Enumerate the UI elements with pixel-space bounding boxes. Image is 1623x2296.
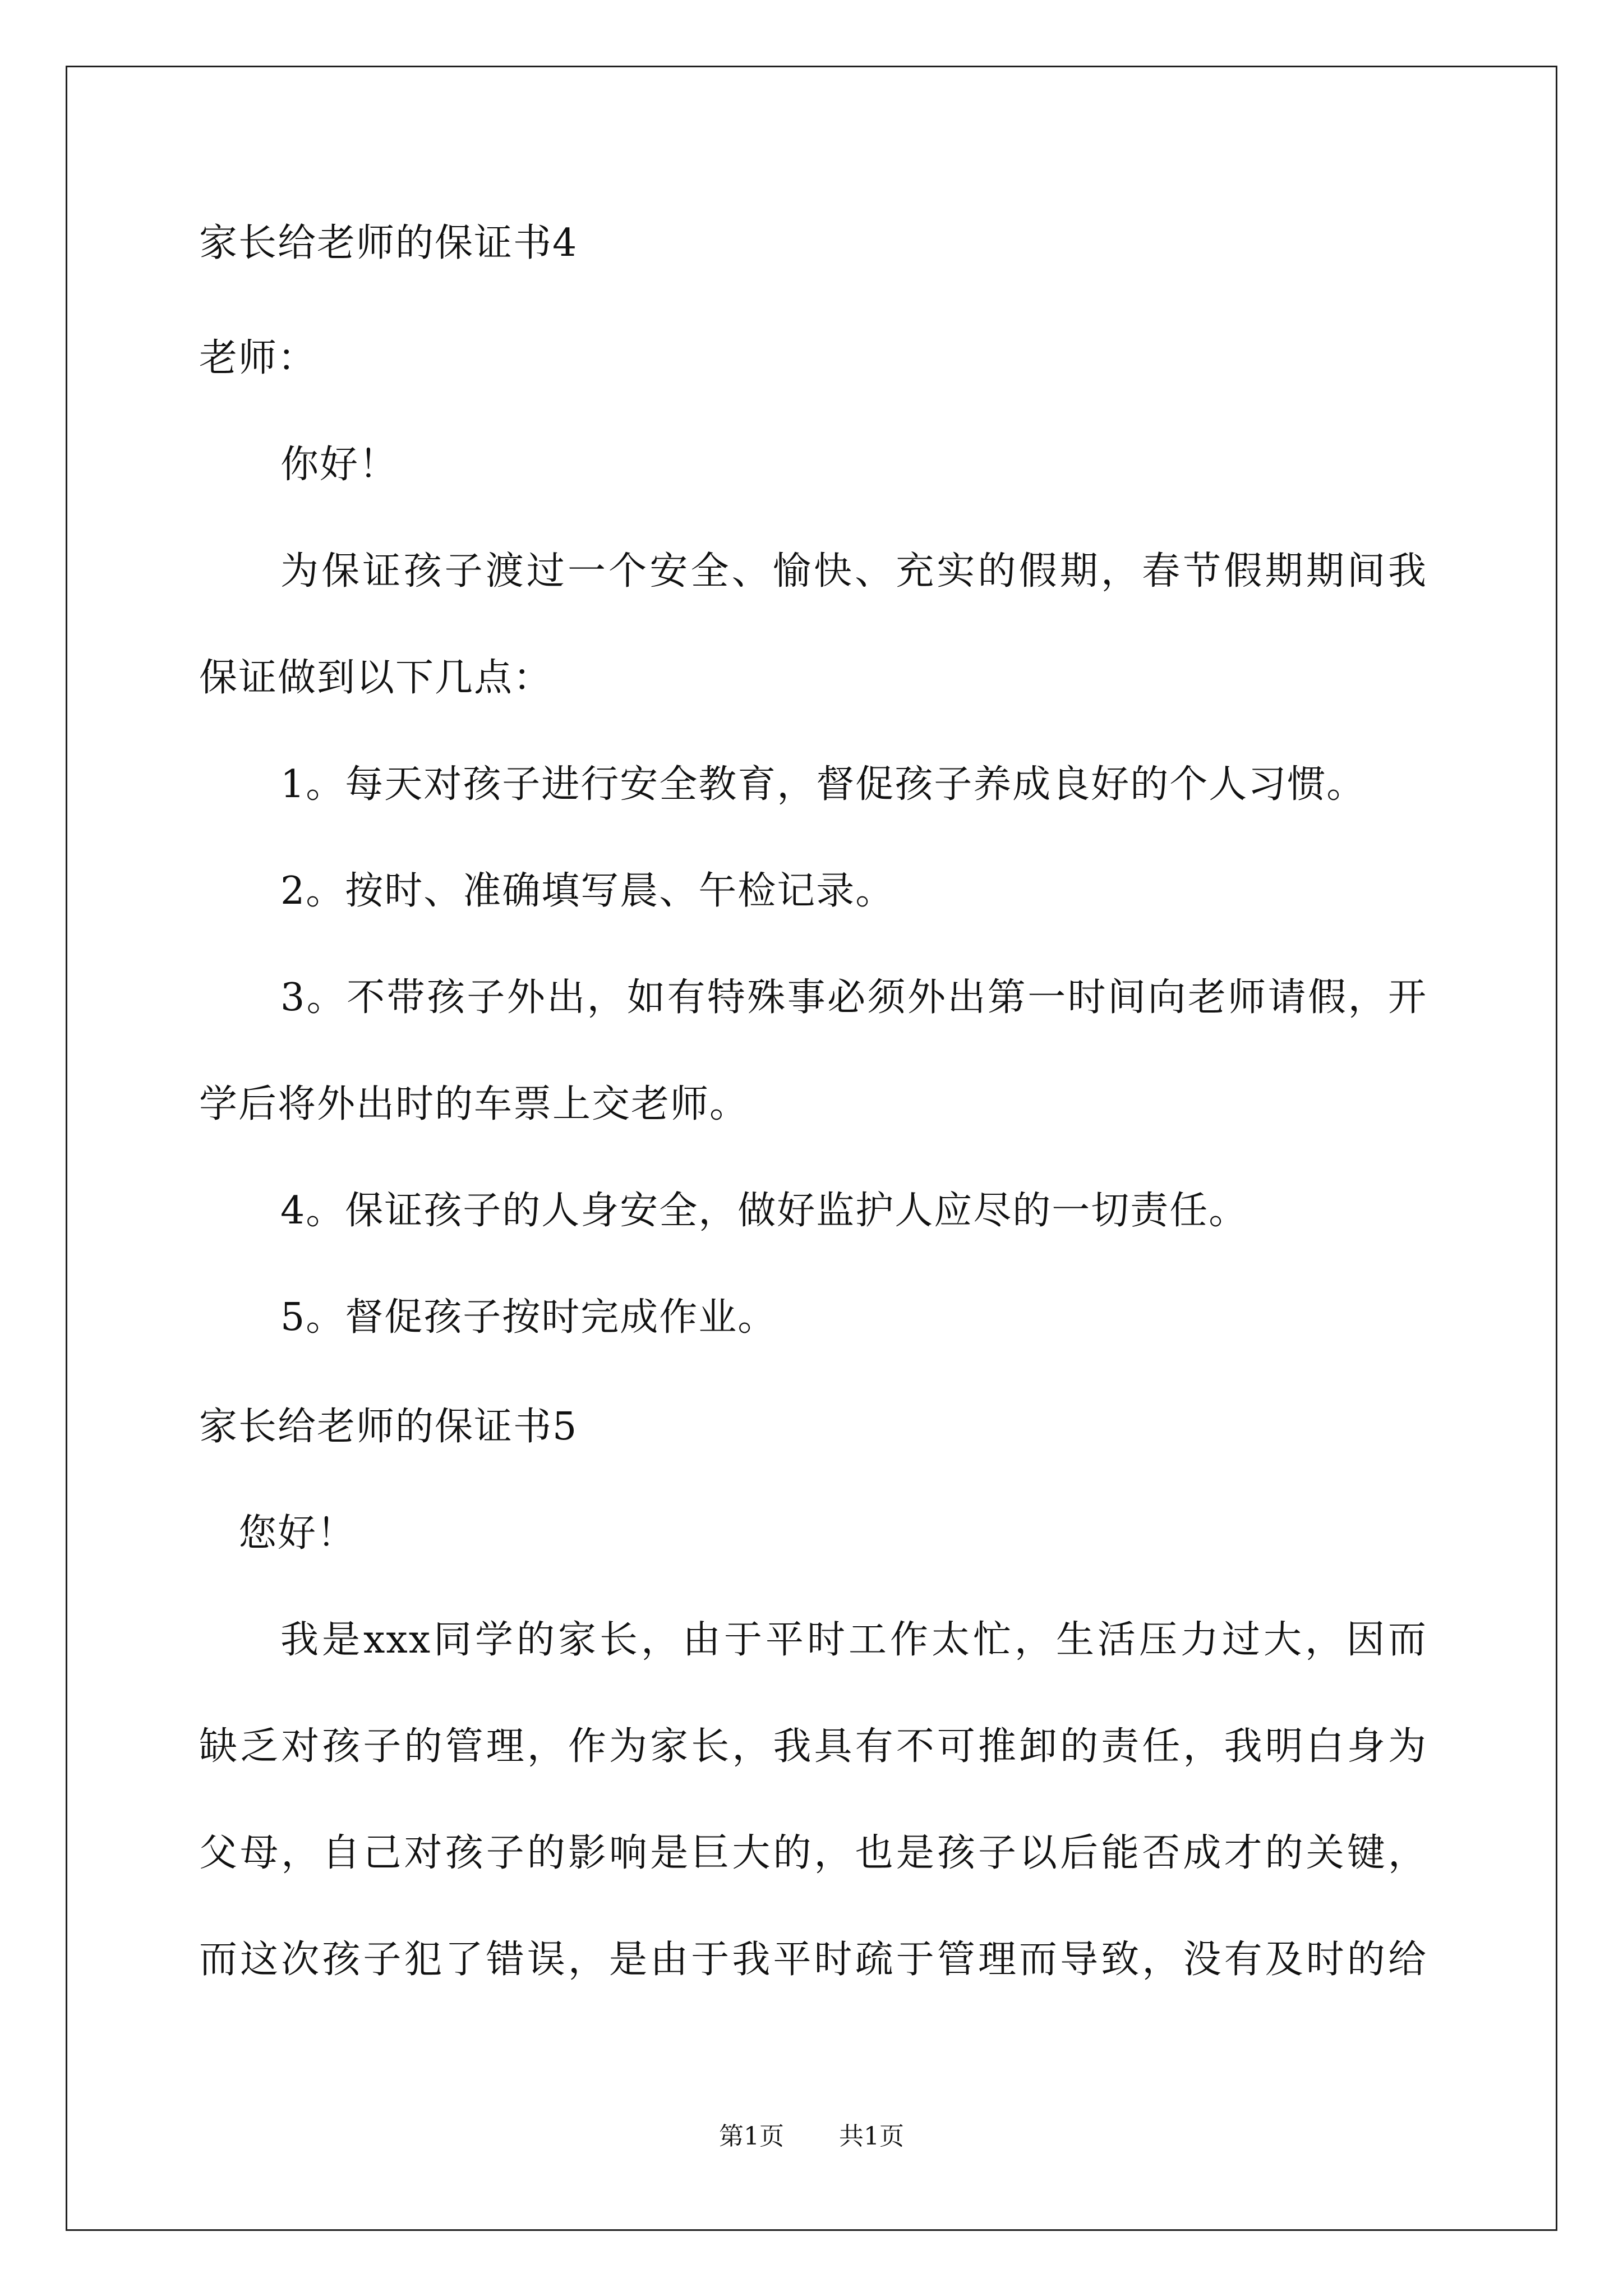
heading-letter-4: 家长给老师的保证书4 — [199, 221, 578, 265]
paragraph-body-line-3: 父母，自己对孩子的影响是巨大的，也是孩子以后能否成才的关键， — [199, 1831, 1427, 1875]
paragraph-body-line-2: 缺乏对孩子的管理，作为家长，我具有不可推卸的责任，我明白身为 — [199, 1724, 1427, 1769]
list-item-4: 4。保证孩子的人身安全，做好监护人应尽的一切责任。 — [280, 1189, 1248, 1233]
paragraph-intro-line-1: 为保证孩子渡过一个安全、愉快、充实的假期，春节假期期间我 — [280, 549, 1427, 593]
paragraph-body-line-1: 我是xxx同学的家长，由于平时工作太忙，生活压力过大，因而 — [280, 1618, 1427, 1662]
salutation-teacher: 老师： — [199, 336, 317, 380]
greeting-hello-formal: 您好！ — [238, 1511, 357, 1556]
heading-letter-5: 家长给老师的保证书5 — [199, 1405, 578, 1449]
page-border — [66, 66, 1557, 2231]
list-item-5: 5。督促孩子按时完成作业。 — [280, 1295, 777, 1340]
list-item-3-line-2: 学后将外出时的车票上交老师。 — [199, 1082, 749, 1126]
list-item-2: 2。按时、准确填写晨、午检记录。 — [280, 869, 895, 913]
list-item-1: 1。每天对孩子进行安全教育，督促孩子养成良好的个人习惯。 — [280, 762, 1366, 807]
greeting-hello: 你好！ — [280, 443, 399, 487]
list-item-3-line-1: 3。不带孩子外出，如有特殊事必须外出第一时间向老师请假，开 — [280, 976, 1427, 1020]
page-number: 第1页 — [719, 2122, 784, 2151]
page-footer — [0, 2124, 1623, 2149]
paragraph-intro-line-2: 保证做到以下几点： — [199, 656, 553, 700]
paragraph-body-line-4: 而这次孩子犯了错误，是由于我平时疏于管理而导致，没有及时的给 — [199, 1938, 1427, 1982]
page-total: 共1页 — [839, 2122, 904, 2151]
